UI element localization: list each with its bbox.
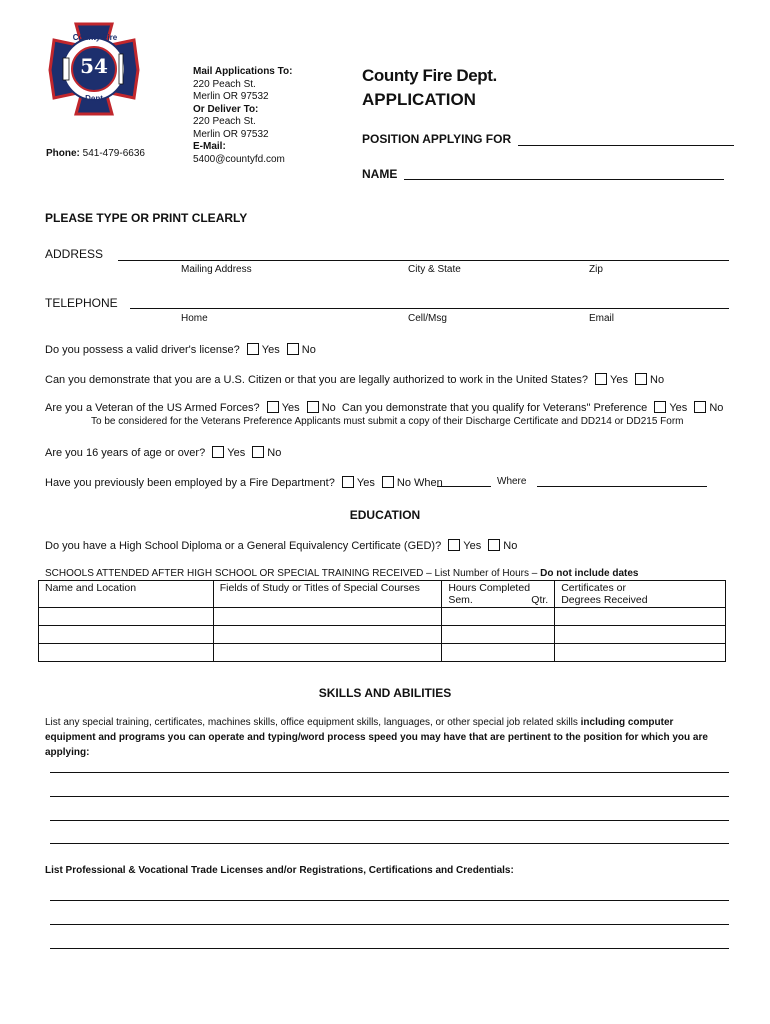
fire-department-logo	[46, 20, 142, 118]
deliver-address-line: Merlin OR 97532	[193, 128, 269, 140]
phone-line	[46, 148, 145, 161]
name-label: NAME	[362, 167, 398, 181]
skills-intro: List any special training, certificates, machines skills, office equipment skills, languages, or other special job related skills including computer equipment and programs you can operate and typing/word process speed you may have that are pertinent to the position for which you are applying:	[45, 717, 708, 758]
when-field[interactable]	[437, 486, 491, 487]
logo-number: 54	[80, 54, 108, 78]
logo-top-text: County Fire	[72, 33, 118, 42]
table-cell[interactable]	[213, 608, 442, 626]
address-label: ADDRESS	[45, 247, 104, 261]
licenses-answer-line[interactable]	[50, 900, 729, 901]
question-diploma: Do you have a High School Diploma or a General Equivalency Certificate (GED)? Yes No	[45, 540, 518, 552]
mail-label: Mail Applications To:	[193, 66, 293, 77]
address-sub-city: City & State	[408, 264, 461, 275]
veteran-no-checkbox[interactable]	[307, 401, 319, 413]
deliver-label: Or Deliver To:	[193, 103, 259, 115]
skills-answer-line[interactable]	[50, 796, 729, 797]
veteran-yes-checkbox[interactable]	[267, 401, 279, 413]
skills-heading: SKILLS AND ABILITIES	[318, 686, 452, 700]
position-field[interactable]	[518, 145, 734, 146]
table-cell[interactable]	[213, 644, 442, 662]
form-title-application: APPLICATION	[362, 90, 476, 109]
where-label: Where	[497, 476, 527, 487]
telephone-sub-cell: Cell/Msg	[408, 313, 447, 324]
mailing-block	[193, 66, 313, 166]
table-cell[interactable]	[555, 608, 726, 626]
diploma-yes-label: Yes	[463, 540, 482, 552]
licenses-label: List Professional & Vocational Trade Licenses and/or Registrations, Certifications and Credentials:	[45, 865, 514, 876]
name-field[interactable]	[404, 179, 724, 180]
diploma-no-label: No	[503, 540, 518, 552]
form-title-dept: County Fire Dept.	[362, 66, 497, 85]
question-license: Do you possess a valid driver's license? Yes No	[45, 344, 316, 356]
education-heading: EDUCATION	[349, 508, 421, 522]
col-header-name: Name and Location	[39, 581, 214, 608]
veteran-note: To be considered for the Veterans Preference Applicants must submit a copy of their Discharge Certificate and DD214 or DD215 Form	[91, 416, 684, 427]
mail-address-line: Merlin OR 97532	[193, 91, 269, 102]
email-value: 5400@countyfd.com	[193, 153, 285, 165]
diploma-yes-checkbox[interactable]	[448, 539, 460, 551]
phone-label: Phone:	[46, 148, 80, 159]
telephone-label: TELEPHONE	[45, 296, 118, 310]
print-instruction: PLEASE TYPE OR PRINT CLEARLY	[45, 211, 248, 225]
employed-yes-checkbox[interactable]	[342, 476, 354, 488]
question-citizen: Can you demonstrate that you are a U.S. Citizen or that you are legally authorized to work in the United States? Yes No	[45, 374, 665, 386]
table-cell[interactable]	[213, 626, 442, 644]
table-cell[interactable]	[39, 608, 214, 626]
table-cell[interactable]	[442, 644, 555, 662]
vet-pref-no-checkbox[interactable]	[694, 401, 706, 413]
table-cell[interactable]	[442, 626, 555, 644]
citizen-yes-checkbox[interactable]	[595, 373, 607, 385]
skills-answer-line[interactable]	[50, 843, 729, 844]
table-row	[39, 608, 726, 626]
address-sub-zip: Zip	[589, 264, 603, 275]
table-cell[interactable]	[39, 626, 214, 644]
col-header-hours: Hours Completed Sem. Qtr.	[442, 581, 555, 608]
telephone-field[interactable]	[130, 308, 729, 309]
table-cell[interactable]	[555, 626, 726, 644]
schools-table-header	[39, 581, 726, 608]
employed-no-checkbox[interactable]	[382, 476, 394, 488]
license-no-checkbox[interactable]	[287, 343, 299, 355]
question-veteran: Are you a Veteran of the US Armed Forces? Yes No Can you demonstrate that you qualify for Veterans" Preference Yes No	[45, 402, 724, 414]
address-field[interactable]	[118, 260, 729, 261]
citizen-no-checkbox[interactable]	[635, 373, 647, 385]
schools-table	[38, 580, 726, 662]
table-cell[interactable]	[442, 608, 555, 626]
telephone-sub-email: Email	[589, 313, 615, 324]
deliver-address-line: 220 Peach St.	[193, 116, 256, 127]
licenses-answer-line[interactable]	[50, 948, 729, 949]
table-row	[39, 626, 726, 644]
question-age: Are you 16 years of age or over? Yes No	[45, 447, 282, 459]
col-header-fields: Fields of Study or Titles of Special Courses	[213, 581, 442, 608]
table-cell[interactable]	[555, 644, 726, 662]
email-label: E-Mail:	[193, 141, 226, 152]
telephone-sub-home: Home	[181, 313, 208, 324]
address-sub-mailing: Mailing Address	[181, 264, 252, 275]
licenses-answer-line[interactable]	[50, 924, 729, 925]
position-label: POSITION APPLYING FOR	[362, 132, 512, 146]
age-yes-checkbox[interactable]	[212, 446, 224, 458]
schools-label: SCHOOLS ATTENDED AFTER HIGH SCHOOL OR SPECIAL TRAINING RECEIVED – List Number of Hours – Do not include dates	[45, 568, 639, 579]
where-field[interactable]	[537, 486, 707, 487]
table-cell[interactable]	[39, 644, 214, 662]
skills-answer-line[interactable]	[50, 772, 729, 773]
question-employed: Have you previously been employed by a Fire Department? Yes No When	[45, 477, 443, 489]
table-row	[39, 644, 726, 662]
diploma-no-checkbox[interactable]	[488, 539, 500, 551]
age-no-checkbox[interactable]	[252, 446, 264, 458]
mail-address-line: 220 Peach St.	[193, 78, 256, 90]
logo-bottom-text: Dept	[85, 94, 103, 103]
skills-answer-line[interactable]	[50, 820, 729, 821]
vet-pref-yes-checkbox[interactable]	[654, 401, 666, 413]
col-header-certificates: Certificates or Degrees Received	[555, 581, 726, 608]
license-yes-checkbox[interactable]	[247, 343, 259, 355]
phone-value: 541-479-6636	[82, 148, 145, 159]
